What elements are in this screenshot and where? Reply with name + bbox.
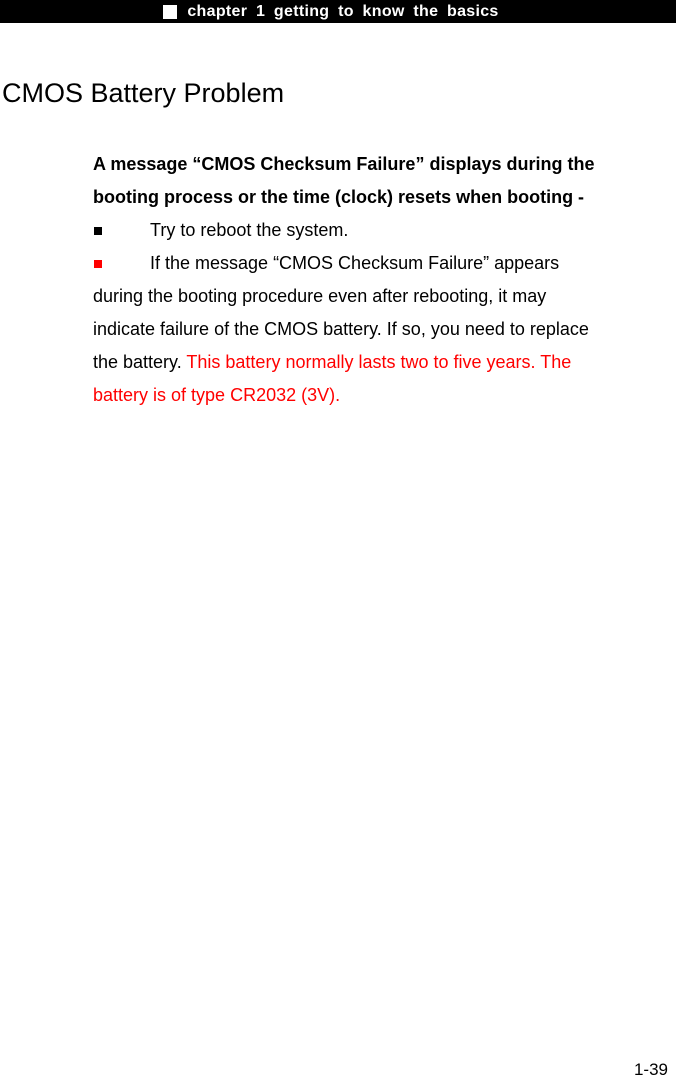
- chapter-header-bar: [0, 0, 676, 23]
- bullet-item-reboot: [93, 214, 673, 247]
- paragraph-line-1: during the booting procedure even after rebooting, it may: [93, 286, 547, 306]
- square-bullet-icon: [94, 227, 102, 235]
- paragraph-line-3: [93, 346, 673, 379]
- square-bullet-icon: [94, 260, 102, 268]
- paragraph-text: the battery.: [93, 352, 182, 372]
- square-bullet-icon: [163, 5, 177, 19]
- lead-line-1: A message “CMOS Checksum Failure” displays during the: [93, 154, 595, 174]
- battery-type-note: battery is of type CR2032 (3V).: [93, 385, 341, 405]
- section-body: [93, 148, 673, 412]
- chapter-header-text: chapter 1 getting to know the basics: [187, 2, 499, 20]
- battery-lifespan-note: This battery normally lasts two to five years. The: [186, 352, 572, 372]
- lead-line-2: booting process or the time (clock) resets when booting -: [93, 187, 585, 207]
- bullet-item-checksum-message: [93, 247, 673, 280]
- paragraph-line-2: indicate failure of the CMOS battery. If so, you need to replace: [93, 319, 589, 339]
- section-title: CMOS Battery Problem: [2, 78, 285, 108]
- bullet-text: Try to reboot the system.: [150, 220, 349, 240]
- page-number: 1-39: [633, 1060, 668, 1079]
- chapter-header: [163, 3, 498, 21]
- bullet-text: If the message “CMOS Checksum Failure” appears: [150, 253, 560, 273]
